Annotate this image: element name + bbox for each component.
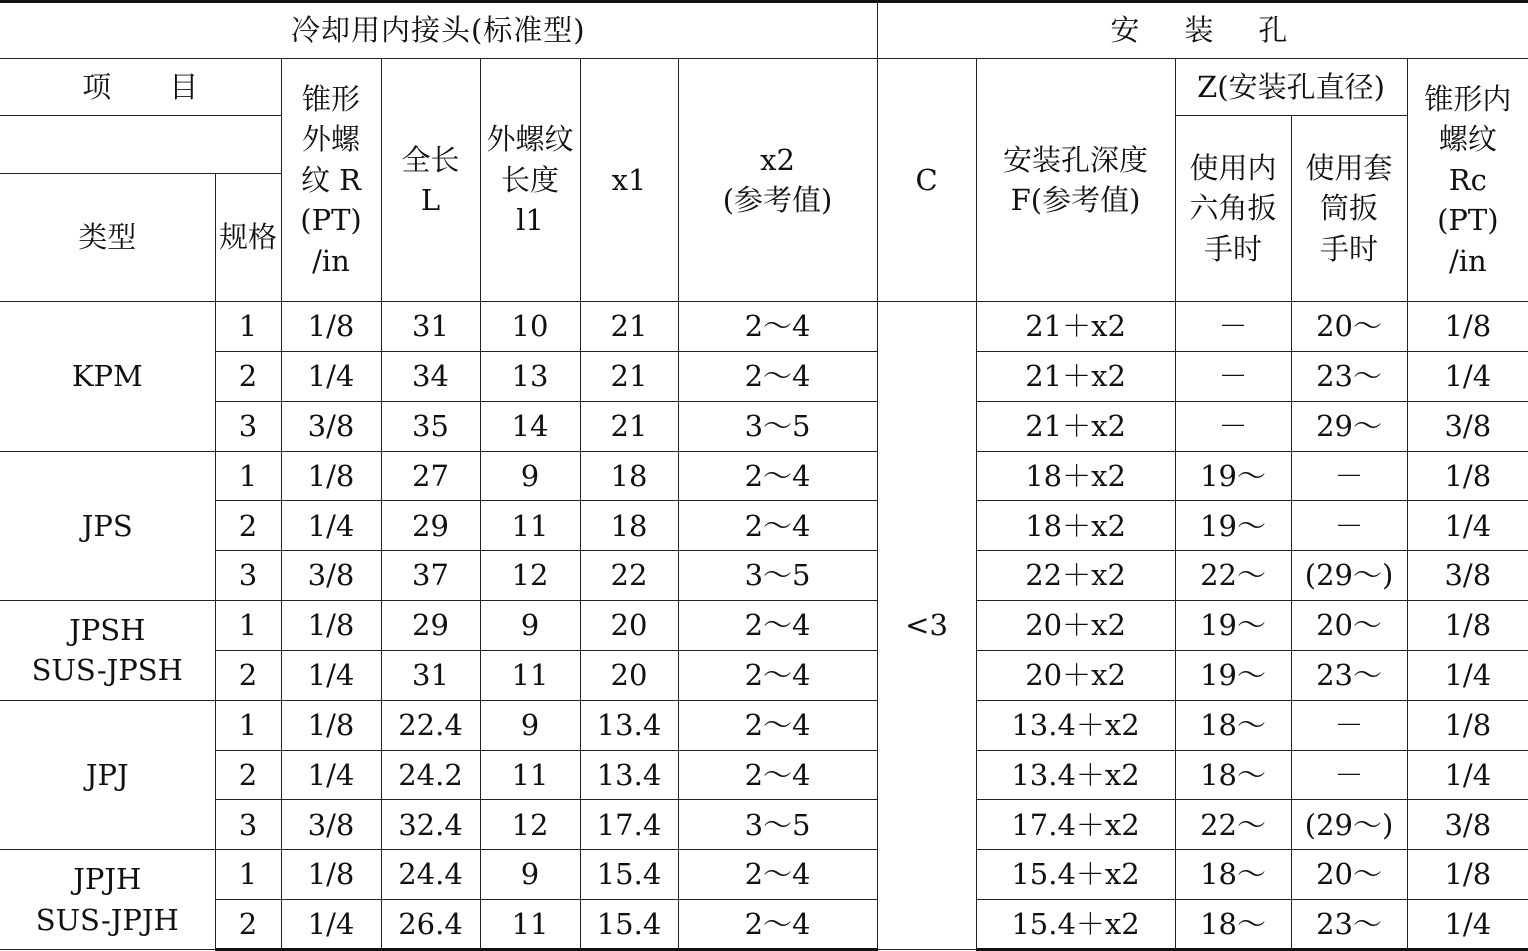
cell-hex: 22～ <box>1175 800 1291 850</box>
cell-x2: 3～5 <box>678 800 877 850</box>
c-value: <3 <box>877 302 976 950</box>
cell-x2: 2～4 <box>678 352 877 402</box>
table-row <box>0 650 1528 700</box>
item-header-spacer <box>0 116 281 174</box>
cell-socket: (29～) <box>1291 800 1407 850</box>
cell-x1: 18 <box>580 451 678 501</box>
cell-x1: 20 <box>580 601 678 651</box>
cell-hex: 19～ <box>1175 501 1291 551</box>
table-row <box>0 551 1528 601</box>
cell-rc: 3/8 <box>1407 401 1528 451</box>
cell-socket: 23～ <box>1291 352 1407 402</box>
cell-l1: 10 <box>480 302 580 352</box>
cell-r: 1/4 <box>281 501 381 551</box>
cell-l: 27 <box>381 451 480 501</box>
cell-x1: 20 <box>580 650 678 700</box>
cell-f: 15.4＋x2 <box>976 850 1175 900</box>
cell-l1: 11 <box>480 650 580 700</box>
cell-x1: 13.4 <box>580 700 678 750</box>
x2-header: x2 (参考值) <box>678 59 877 302</box>
type-header: 类型 <box>0 174 215 302</box>
cell-hex: － <box>1175 401 1291 451</box>
cell-r: 1/4 <box>281 750 381 800</box>
cell-socket: － <box>1291 501 1407 551</box>
cell-x2: 2～4 <box>678 900 877 950</box>
cell-socket: 20～ <box>1291 302 1407 352</box>
table-row <box>0 302 1528 352</box>
cell-x2: 2～4 <box>678 501 877 551</box>
cell-rc: 3/8 <box>1407 800 1528 850</box>
table-row <box>0 900 1528 950</box>
cell-rc: 1/8 <box>1407 451 1528 501</box>
cell-rc: 1/4 <box>1407 900 1528 950</box>
type-cell: JPSH SUS-JPSH <box>0 601 215 701</box>
cell-size: 3 <box>215 401 281 451</box>
cell-l1: 13 <box>480 352 580 402</box>
cell-f: 17.4＋x2 <box>976 800 1175 850</box>
cell-l1: 11 <box>480 501 580 551</box>
cell-l1: 9 <box>480 700 580 750</box>
cell-size: 2 <box>215 352 281 402</box>
cell-hex: 22～ <box>1175 551 1291 601</box>
cell-l: 26.4 <box>381 900 480 950</box>
cell-r: 1/8 <box>281 451 381 501</box>
cell-r: 1/8 <box>281 601 381 651</box>
table-row <box>0 601 1528 651</box>
cell-x2: 2～4 <box>678 700 877 750</box>
cell-rc: 1/4 <box>1407 650 1528 700</box>
cell-x1: 15.4 <box>580 850 678 900</box>
cell-f: 21＋x2 <box>976 401 1175 451</box>
cell-l: 31 <box>381 650 480 700</box>
cell-f: 21＋x2 <box>976 302 1175 352</box>
cell-l: 35 <box>381 401 480 451</box>
cell-socket: (29～) <box>1291 551 1407 601</box>
type-cell: JPJH SUS-JPJH <box>0 850 215 950</box>
cell-x2: 2～4 <box>678 850 877 900</box>
cell-size: 2 <box>215 900 281 950</box>
cell-l: 29 <box>381 601 480 651</box>
cell-l: 32.4 <box>381 800 480 850</box>
cell-x2: 3～5 <box>678 401 877 451</box>
c-header: C <box>877 59 976 302</box>
cell-socket: 20～ <box>1291 601 1407 651</box>
table-row <box>0 700 1528 750</box>
cell-size: 1 <box>215 302 281 352</box>
cell-socket: 23～ <box>1291 900 1407 950</box>
cell-socket: － <box>1291 750 1407 800</box>
cell-f: 20＋x2 <box>976 650 1175 700</box>
cell-l1: 9 <box>480 601 580 651</box>
cell-x1: 21 <box>580 352 678 402</box>
cell-f: 18＋x2 <box>976 501 1175 551</box>
cell-rc: 1/4 <box>1407 501 1528 551</box>
type-cell: KPM <box>0 302 215 451</box>
cell-size: 2 <box>215 501 281 551</box>
cell-x1: 21 <box>580 401 678 451</box>
cell-hex: － <box>1175 302 1291 352</box>
depth-f-header: 安装孔深度 F(参考值) <box>976 59 1175 302</box>
cell-l1: 12 <box>480 800 580 850</box>
cell-hex: 18～ <box>1175 850 1291 900</box>
table-row <box>0 800 1528 850</box>
cell-f: 15.4＋x2 <box>976 900 1175 950</box>
cell-rc: 1/8 <box>1407 302 1528 352</box>
cell-x1: 18 <box>580 501 678 551</box>
cell-r: 1/8 <box>281 850 381 900</box>
cell-r: 3/8 <box>281 401 381 451</box>
cell-f: 21＋x2 <box>976 352 1175 402</box>
size-header: 规格 <box>215 174 281 302</box>
cell-f: 13.4＋x2 <box>976 750 1175 800</box>
cell-x1: 21 <box>580 302 678 352</box>
thread-length-header: 外螺纹 长度 l1 <box>480 59 580 302</box>
x1-header: x1 <box>580 59 678 302</box>
cell-size: 2 <box>215 650 281 700</box>
cell-l1: 11 <box>480 900 580 950</box>
cell-l1: 9 <box>480 451 580 501</box>
cell-rc: 3/8 <box>1407 551 1528 601</box>
cell-hex: 19～ <box>1175 601 1291 651</box>
thread-rc-header: 锥形内 螺纹 Rc (PT) /in <box>1407 59 1528 302</box>
cell-r: 1/4 <box>281 900 381 950</box>
cell-hex: 18～ <box>1175 750 1291 800</box>
cell-x2: 2～4 <box>678 601 877 651</box>
cell-socket: － <box>1291 700 1407 750</box>
cell-size: 1 <box>215 601 281 651</box>
cell-l: 34 <box>381 352 480 402</box>
thread-r-header: 锥形 外螺 纹 R (PT) /in <box>281 59 381 302</box>
cell-l: 31 <box>381 302 480 352</box>
group-header-hole: 安 装 孔 <box>877 2 1528 59</box>
table-row <box>0 750 1528 800</box>
cell-l1: 9 <box>480 850 580 900</box>
cell-hex: 19～ <box>1175 451 1291 501</box>
cell-r: 1/4 <box>281 352 381 402</box>
cell-size: 1 <box>215 850 281 900</box>
cell-l1: 14 <box>480 401 580 451</box>
cell-x1: 17.4 <box>580 800 678 850</box>
cell-f: 22＋x2 <box>976 551 1175 601</box>
cell-x2: 2～4 <box>678 750 877 800</box>
table-row <box>0 401 1528 451</box>
cell-l1: 11 <box>480 750 580 800</box>
cell-x2: 3～5 <box>678 551 877 601</box>
table-row <box>0 501 1528 551</box>
type-cell: JPS <box>0 451 215 600</box>
cell-x1: 13.4 <box>580 750 678 800</box>
cell-x1: 15.4 <box>580 900 678 950</box>
z-hex-header: 使用内 六角扳 手时 <box>1175 116 1291 302</box>
cell-rc: 1/4 <box>1407 352 1528 402</box>
cell-l: 22.4 <box>381 700 480 750</box>
cell-size: 2 <box>215 750 281 800</box>
cell-f: 18＋x2 <box>976 451 1175 501</box>
cell-f: 13.4＋x2 <box>976 700 1175 750</box>
cell-hex: － <box>1175 352 1291 402</box>
cell-l: 37 <box>381 551 480 601</box>
cell-rc: 1/4 <box>1407 750 1528 800</box>
cell-socket: 23～ <box>1291 650 1407 700</box>
cell-size: 3 <box>215 800 281 850</box>
cell-r: 1/8 <box>281 302 381 352</box>
cell-l: 29 <box>381 501 480 551</box>
cell-socket: － <box>1291 451 1407 501</box>
table-row <box>0 451 1528 501</box>
table-row <box>0 352 1528 402</box>
cell-size: 1 <box>215 700 281 750</box>
cell-hex: 18～ <box>1175 900 1291 950</box>
z-group-header: Z(安装孔直径) <box>1175 59 1407 116</box>
cell-x2: 2～4 <box>678 650 877 700</box>
length-header: 全长 L <box>381 59 480 302</box>
cell-l1: 12 <box>480 551 580 601</box>
cell-rc: 1/8 <box>1407 700 1528 750</box>
cell-hex: 18～ <box>1175 700 1291 750</box>
group-header-joint: 冷却用内接头(标准型) <box>0 2 877 59</box>
cell-socket: 29～ <box>1291 401 1407 451</box>
item-header: 项 目 <box>0 59 281 116</box>
cell-size: 3 <box>215 551 281 601</box>
cell-rc: 1/8 <box>1407 601 1528 651</box>
cell-r: 3/8 <box>281 800 381 850</box>
z-socket-header: 使用套 筒扳 手时 <box>1291 116 1407 302</box>
cell-r: 1/8 <box>281 700 381 750</box>
cell-socket: 20～ <box>1291 850 1407 900</box>
cell-rc: 1/8 <box>1407 850 1528 900</box>
cell-x1: 22 <box>580 551 678 601</box>
cell-hex: 19～ <box>1175 650 1291 700</box>
cell-r: 3/8 <box>281 551 381 601</box>
cell-x2: 2～4 <box>678 302 877 352</box>
cell-size: 1 <box>215 451 281 501</box>
cell-f: 20＋x2 <box>976 601 1175 651</box>
cell-r: 1/4 <box>281 650 381 700</box>
type-cell: JPJ <box>0 700 215 849</box>
cell-x2: 2～4 <box>678 451 877 501</box>
cell-l: 24.4 <box>381 850 480 900</box>
table-row <box>0 850 1528 900</box>
cell-l: 24.2 <box>381 750 480 800</box>
